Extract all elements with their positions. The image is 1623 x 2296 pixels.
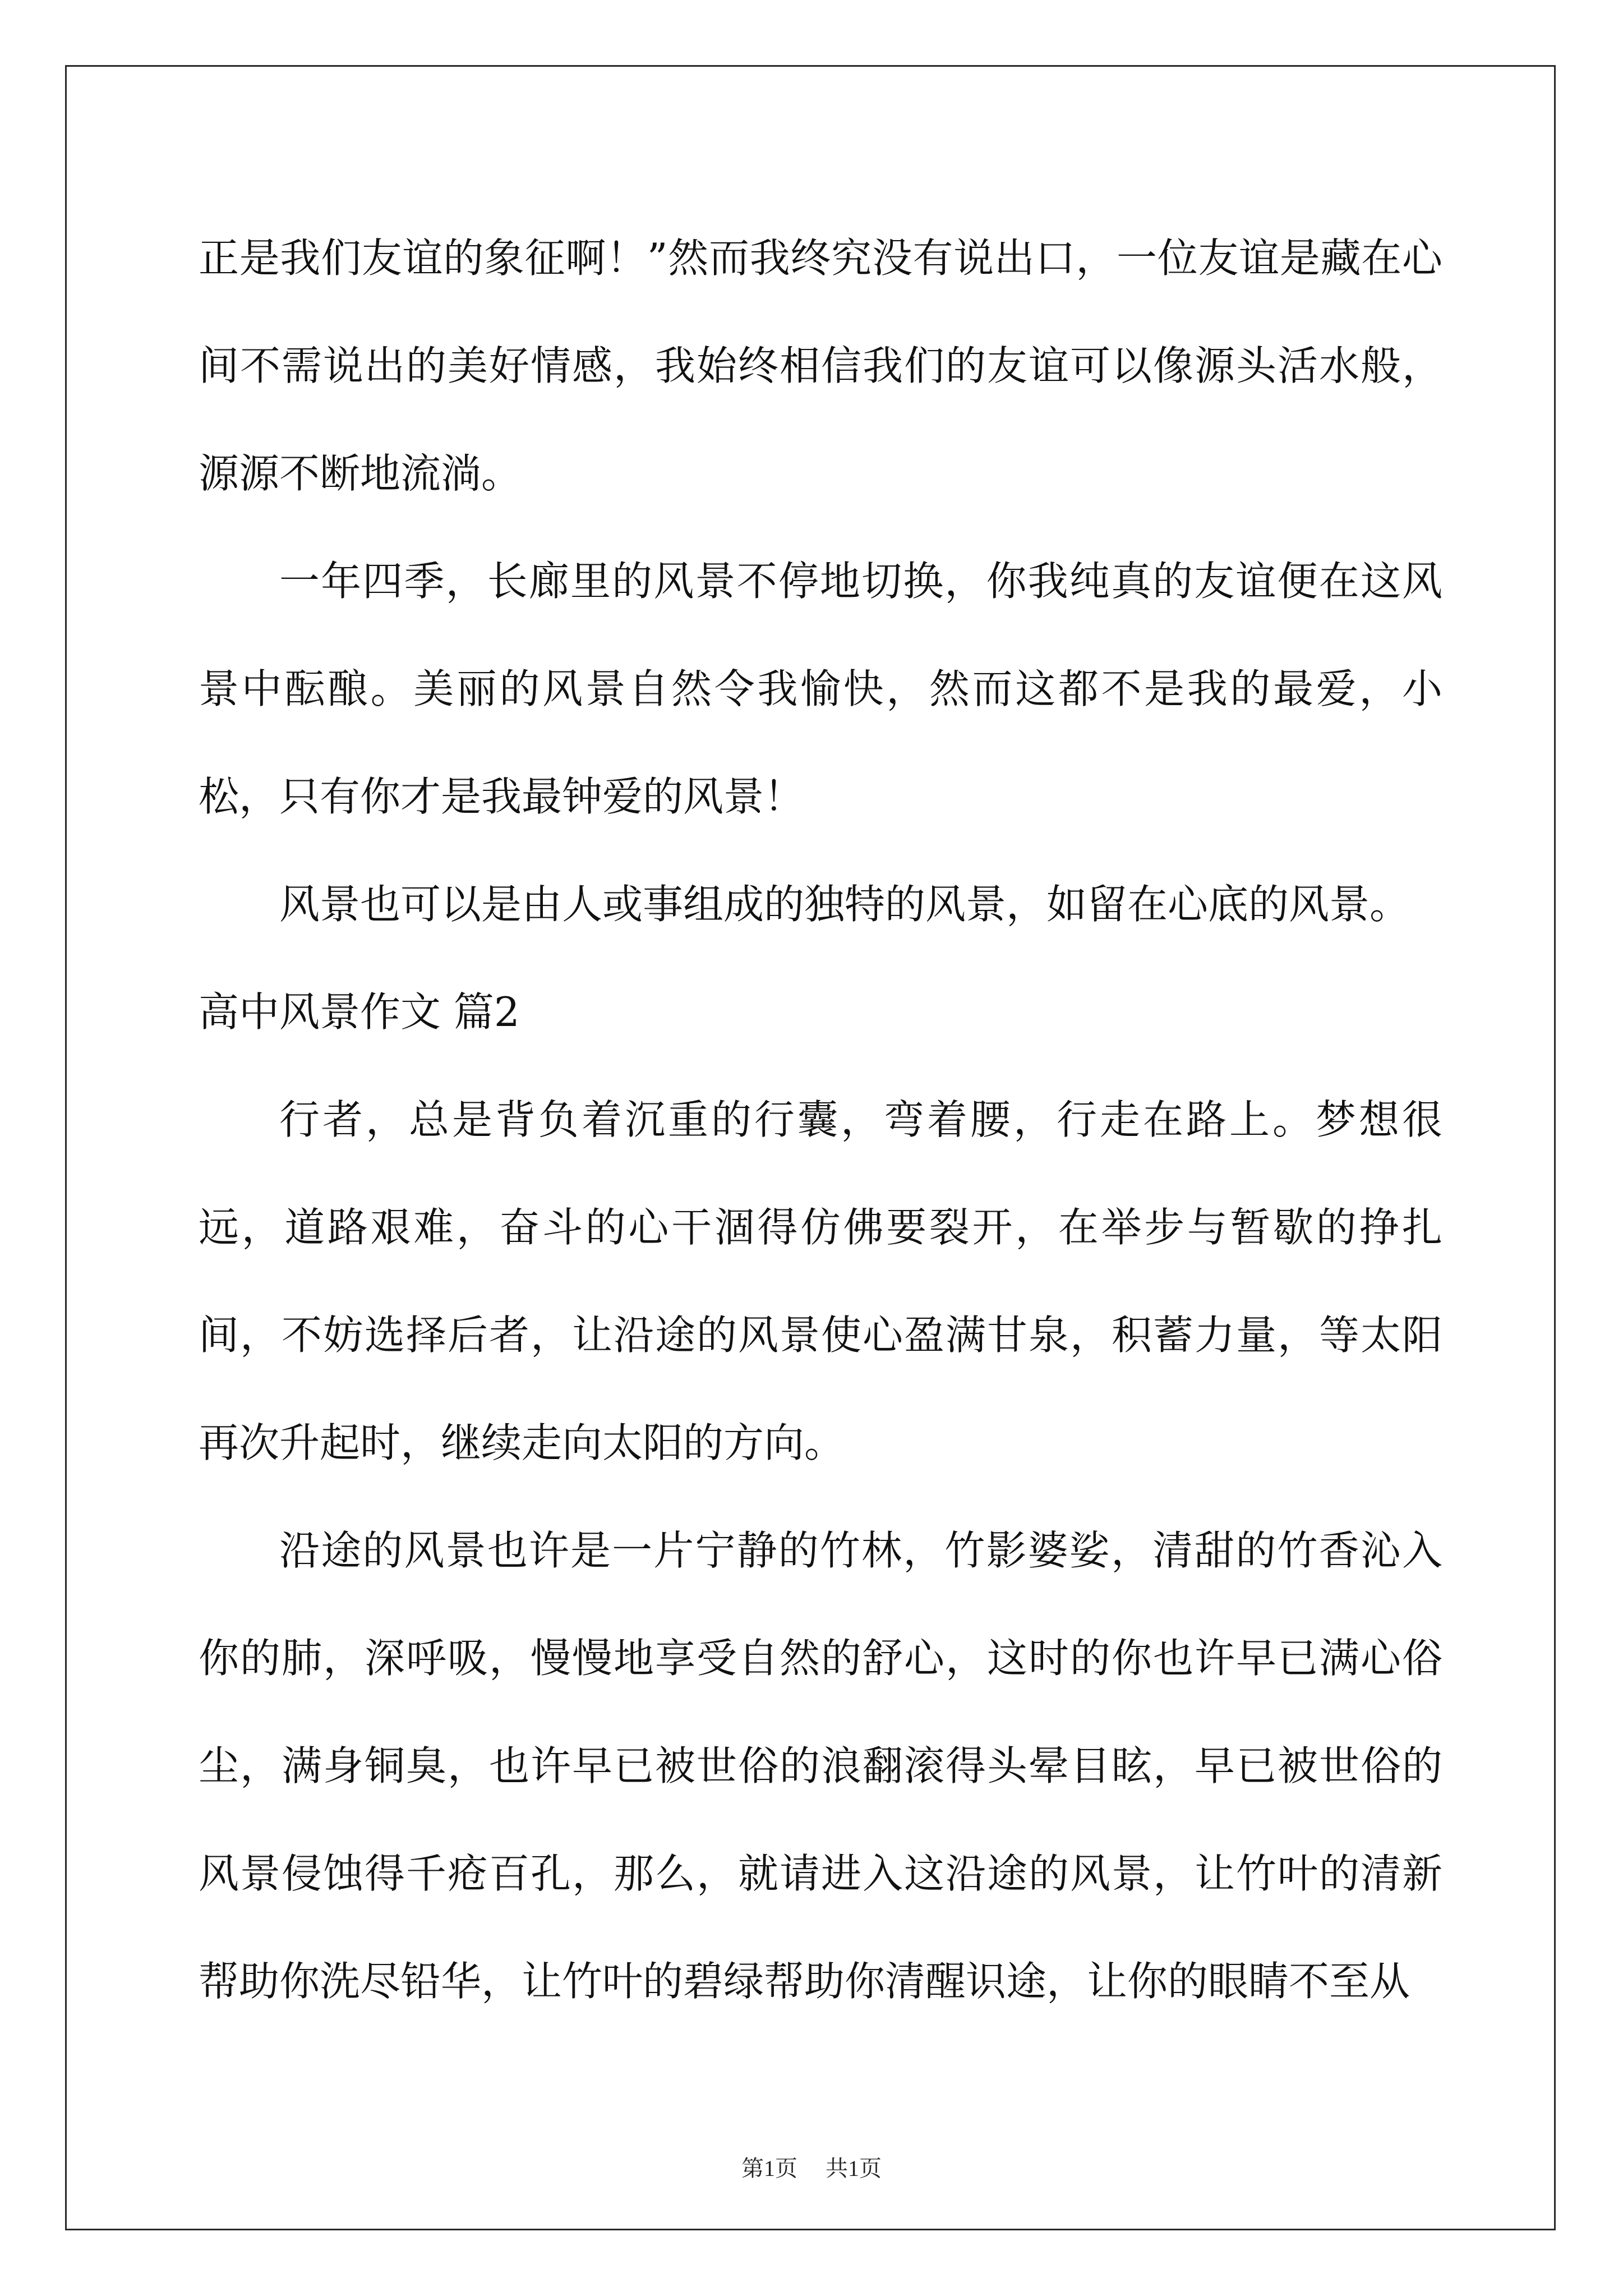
paragraph-1: 正是我们友谊的象征啊！”然而我终究没有说出口，一位友谊是藏在心间不需说出的美好情感，我始终相信我们的友谊可以像源头活水般，源源不断地流淌。 <box>199 234 1442 497</box>
paragraph-2: 一年四季，长廊里的风景不停地切换，你我纯真的友谊便在这风景中酝酿。美丽的风景自然令我愉快，然而这都不是我的最爱，小松，只有你才是我最钟爱的风景！ <box>199 558 1442 820</box>
page-number: 第1页 <box>741 2156 797 2181</box>
page-footer <box>0 2155 1623 2182</box>
section-heading: 高中风景作文 篇2 <box>199 988 520 1036</box>
paragraph-4: 行者，总是背负着沉重的行囊，弯着腰，行走在路上。梦想很远，道路艰难，奋斗的心干涸得仿佛要裂开，在举步与暂歇的挣扎间，不妨选择后者，让沿途的风景使心盈满甘泉，积蓄力量，等太阳再次升起时，继续走向太阳的方向。 <box>199 1096 1442 1466</box>
document-body <box>199 204 1442 2035</box>
page-total: 共1页 <box>826 2156 882 2181</box>
paragraph-3: 风景也可以是由人或事组成的独特的风景，如留在心底的风景。 <box>279 881 1410 928</box>
paragraph-5: 沿途的风景也许是一片宁静的竹林，竹影婆娑，清甜的竹香沁入你的肺，深呼吸，慢慢地享受自然的舒心，这时的你也许早已满心俗尘，满身铜臭，也许早已被世俗的浪翻滚得头晕目眩，早已被世俗的风景侵蚀得千疮百孔，那么，就请进入这沿途的风景，让竹叶的清新帮助你洗尽铅华，让竹叶的碧绿帮助你清醒识途，让你的眼睛不至从 <box>199 1527 1442 2005</box>
